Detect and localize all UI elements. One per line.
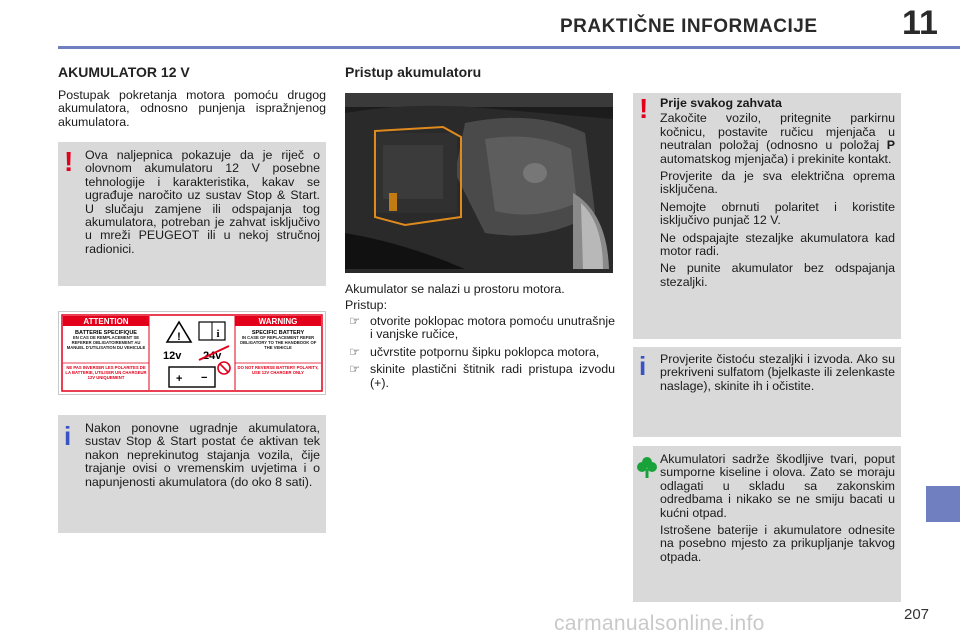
warning-label-text: Ova naljepnica pokazuje da je riječ o olovnom akumulatoru 12 V posebne tehnologije i karakteristika, kakav se ugrađuje naročito uz sustav Stop & Start. U slučaju zamjene ili odspajanja tog akumulatora, potreban je zahvat isključivo u mreži PEUGEOT ili u nekoj stručnoj radionici. bbox=[85, 148, 320, 256]
chapter-side-tab bbox=[926, 486, 960, 522]
eco-para-1: Akumulatori sadrže škodljive tvari, poput sumporne kiseline i olova. Zato se moraju odlagati u skladu sa zakonskim odredbama i nikako se ne smiju bacati u kućni otpad. bbox=[660, 452, 895, 520]
warning-para-4: Ne odspajajte stezaljke akumulatora kad motor radi. bbox=[660, 230, 895, 259]
bullet-hand-icon: ☞ bbox=[349, 344, 361, 359]
warning-para-1: Zakočite vozilo, pritegnite parkirnu kočnicu, postavite ručicu mjenjača u neutralan položaj (odnosno u položaj P automatskog mjenjača) i prekinite kontakt. bbox=[660, 111, 895, 166]
info-icon: i bbox=[64, 421, 72, 451]
warning-icon: ! bbox=[639, 93, 649, 124]
svg-text:−: − bbox=[201, 372, 208, 384]
warning-box-label bbox=[58, 142, 326, 286]
label-en-red: DO NOT REVERSE BATTERY POLARITY, USE 12V CHARGER ONLY bbox=[237, 366, 319, 375]
warning-para-3: Nemojte obrnuti polaritet i koristite isključivo punjač 12 V. bbox=[660, 199, 895, 228]
label-fr-red: NE PAS INVERSER LES POLARITES DE LA BATTERIE, UTILISER UN CHARGEUR 12V UNIQUEMENT bbox=[65, 366, 147, 380]
label-fr-title: BATTERIE SPECIFIQUE bbox=[75, 330, 137, 336]
eco-para-2: Istrošene baterije i akumulatore odnesite na posebno mjesto za prikupljanje takvog otpada. bbox=[660, 523, 895, 564]
info-box-stop-start bbox=[58, 415, 326, 533]
bullet-hand-icon: ☞ bbox=[349, 362, 361, 377]
watermark: carmanualsonline.info bbox=[554, 612, 765, 635]
warning-para-2: Provjerite da je sva električna oprema isključena. bbox=[660, 169, 895, 197]
chapter-number: 11 bbox=[902, 4, 938, 42]
info-stop-start-text: Nakon ponovne ugradnje akumulatora, sustav Stop & Start postat će aktivan tek nakon neprekinutog stajanja vozila, čije trajanje ovisi o vremenskim uvjetima i o napunjenosti akumulatora (do oko 8 sati). bbox=[85, 421, 320, 489]
page-number: 207 bbox=[904, 606, 930, 623]
eco-box-disposal bbox=[633, 446, 901, 602]
warning-para-5: Ne punite akumulator bez odspajanja stezaljki. bbox=[660, 261, 895, 289]
svg-text:i: i bbox=[216, 328, 220, 340]
label-en-text: IN CASE OF REPLACEMENT REFER OBLIGATORY TO THE HANDBOOK OF THE VEHICLE bbox=[239, 336, 317, 350]
label-warning: WARNING bbox=[258, 317, 298, 326]
page-title: PRAKTIČNE INFORMACIJE bbox=[560, 16, 818, 37]
label-24v: 24v bbox=[203, 350, 222, 362]
svg-text:!: ! bbox=[177, 331, 181, 343]
section-heading-access: Pristup akumulatoru bbox=[345, 64, 482, 80]
access-label: Pristup: bbox=[345, 298, 388, 312]
section-heading-battery: AKUMULATOR 12 V bbox=[58, 64, 190, 80]
warning-icon: ! bbox=[64, 146, 74, 177]
warning-box-before-work bbox=[633, 93, 901, 339]
intro-text: Postupak pokretanja motora pomoću drugog akumulatora, odnosno punjenja ispražnjenog akumulatora. bbox=[58, 88, 326, 129]
list-item: ☞ skinite plastični štitnik radi pristupa izvodu (+). bbox=[349, 362, 615, 390]
battery-location-text: Akumulator se nalazi u prostoru motora. bbox=[345, 282, 565, 296]
battery-warning-label bbox=[58, 311, 326, 395]
warning-title: Prije svakog zahvata bbox=[660, 96, 782, 110]
info-terminals-text: Provjerite čistoću stezaljki i izvoda. Ako su prekriveni sulfatom (bjelkaste ili zelenkaste naslage), skinite ih i očistite. bbox=[660, 352, 895, 393]
battery-label-graphic bbox=[59, 312, 325, 394]
label-attention: ATTENTION bbox=[83, 317, 129, 326]
access-steps-list bbox=[345, 315, 615, 394]
engine-bay-photo bbox=[345, 93, 613, 273]
bullet-hand-icon: ☞ bbox=[349, 314, 361, 328]
label-12v: 12v bbox=[163, 350, 182, 362]
label-fr-text: EN CAS DE REMPLACEMENT SE REFERER OBLIGATOIREMENT AU MANUEL D'UTILISATION DU VEHICULE bbox=[66, 336, 146, 350]
svg-text:+: + bbox=[176, 373, 183, 385]
list-item: ☞ učvrstite potpornu šipku poklopca motora, bbox=[349, 344, 600, 359]
tree-icon bbox=[637, 455, 657, 479]
label-en-title: SPECIFIC BATTERY bbox=[251, 330, 305, 336]
list-item: ☞ otvorite poklopac motora pomoću unutrašnje i vanjske ručice, bbox=[349, 314, 615, 342]
header-rule bbox=[58, 46, 960, 49]
info-box-terminals bbox=[633, 347, 901, 437]
engine-bay-illustration bbox=[345, 93, 613, 273]
info-icon: i bbox=[639, 351, 647, 381]
